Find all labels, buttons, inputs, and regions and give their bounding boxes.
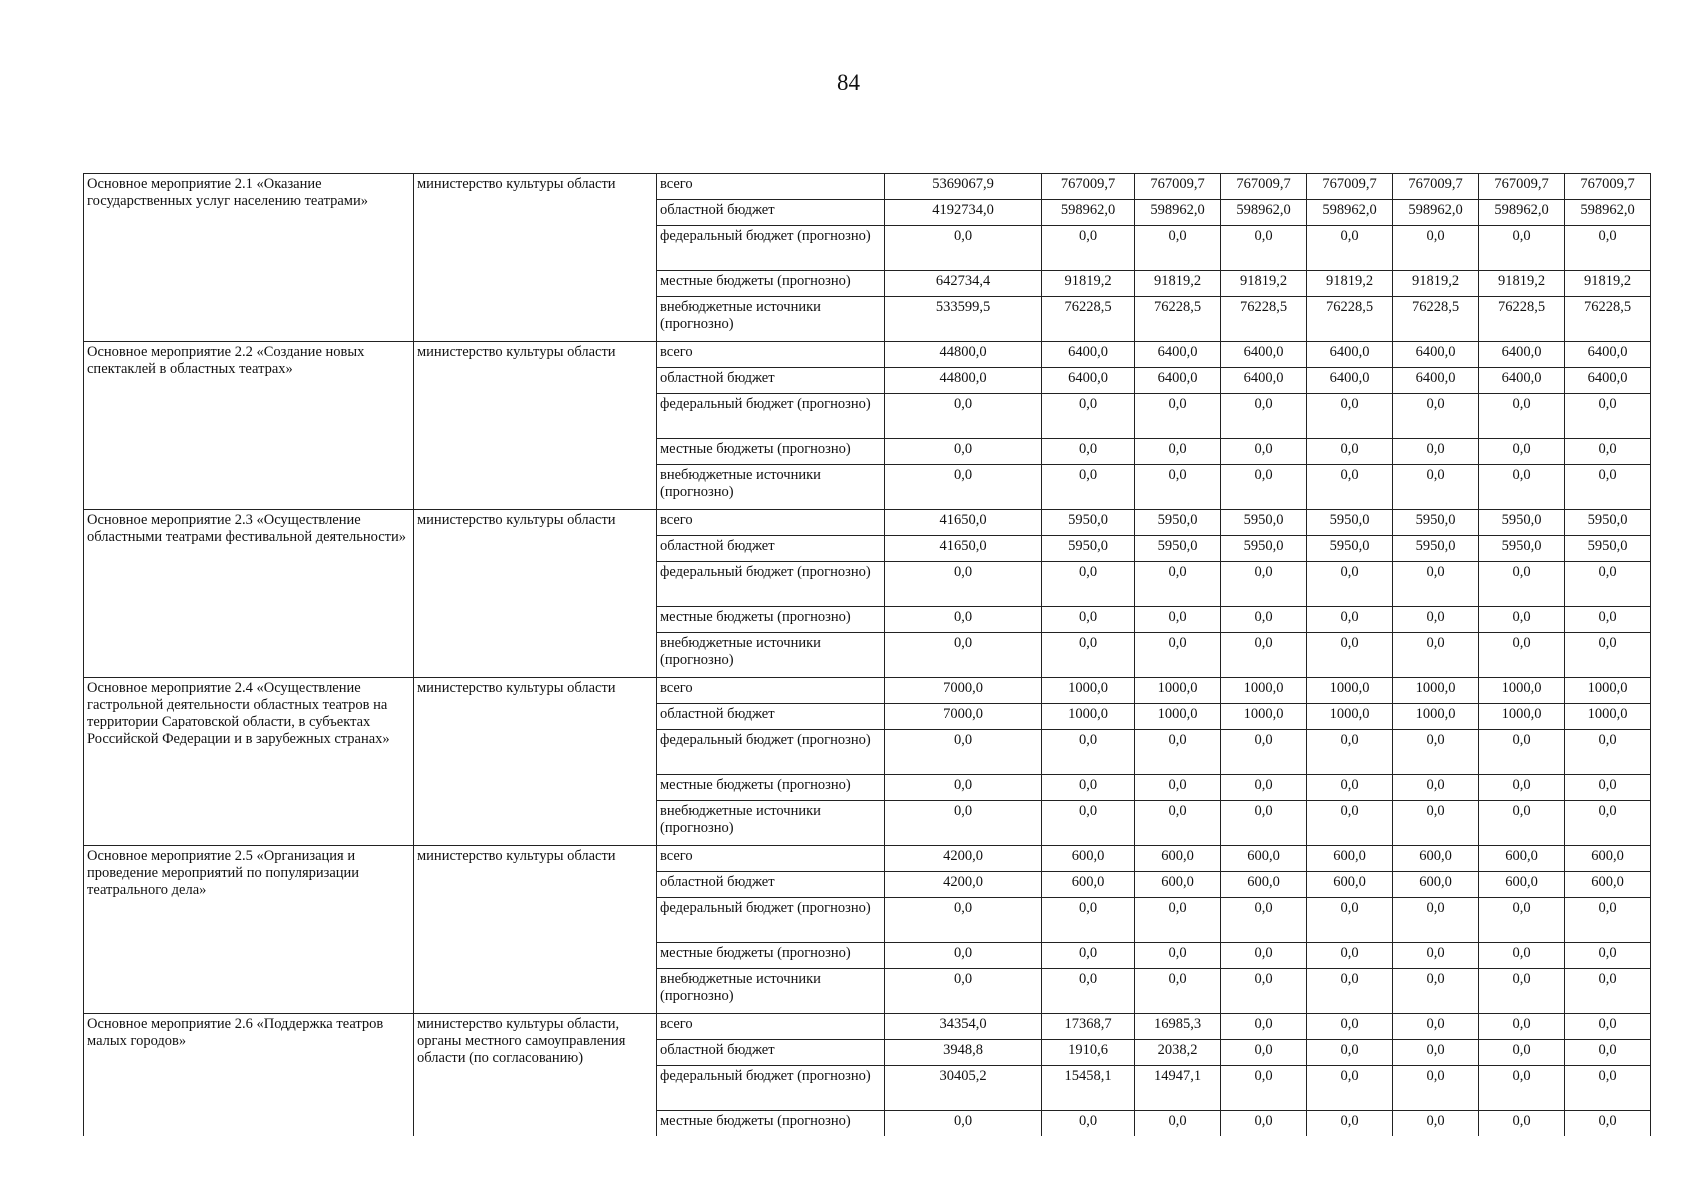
year-amount-cell: 6400,0 bbox=[1479, 342, 1565, 368]
year-amount-cell: 5950,0 bbox=[1042, 510, 1135, 536]
year-amount-cell: 767009,7 bbox=[1393, 174, 1479, 200]
year-amount-cell: 600,0 bbox=[1393, 846, 1479, 872]
year-amount-cell: 1000,0 bbox=[1565, 678, 1651, 704]
year-amount-cell: 0,0 bbox=[1393, 943, 1479, 969]
year-amount-cell: 0,0 bbox=[1042, 465, 1135, 510]
year-amount-cell: 76228,5 bbox=[1135, 297, 1221, 342]
year-amount-cell: 0,0 bbox=[1479, 439, 1565, 465]
year-amount-cell: 600,0 bbox=[1042, 846, 1135, 872]
year-amount-cell: 0,0 bbox=[1479, 226, 1565, 271]
year-amount-cell: 767009,7 bbox=[1565, 174, 1651, 200]
year-amount-cell: 767009,7 bbox=[1479, 174, 1565, 200]
year-amount-cell: 0,0 bbox=[1565, 633, 1651, 678]
total-amount-cell: 0,0 bbox=[885, 562, 1042, 607]
year-amount-cell: 0,0 bbox=[1042, 394, 1135, 439]
year-amount-cell: 0,0 bbox=[1479, 898, 1565, 943]
year-amount-cell: 5950,0 bbox=[1307, 510, 1393, 536]
table-row bbox=[84, 510, 1651, 536]
year-amount-cell: 0,0 bbox=[1393, 775, 1479, 801]
year-amount-cell: 0,0 bbox=[1042, 1111, 1135, 1137]
year-amount-cell: 767009,7 bbox=[1135, 174, 1221, 200]
year-amount-cell: 76228,5 bbox=[1565, 297, 1651, 342]
total-amount-cell: 0,0 bbox=[885, 394, 1042, 439]
year-amount-cell: 0,0 bbox=[1393, 439, 1479, 465]
total-amount-cell: 0,0 bbox=[885, 801, 1042, 846]
year-amount-cell: 6400,0 bbox=[1042, 342, 1135, 368]
total-amount-cell: 0,0 bbox=[885, 439, 1042, 465]
total-amount-cell: 4200,0 bbox=[885, 846, 1042, 872]
funding-source-cell: всего bbox=[657, 510, 885, 536]
year-amount-cell: 0,0 bbox=[1307, 943, 1393, 969]
year-amount-cell: 1000,0 bbox=[1221, 678, 1307, 704]
year-amount-cell: 0,0 bbox=[1221, 465, 1307, 510]
year-amount-cell: 0,0 bbox=[1042, 898, 1135, 943]
year-amount-cell: 0,0 bbox=[1221, 1111, 1307, 1137]
year-amount-cell: 0,0 bbox=[1393, 1014, 1479, 1040]
year-amount-cell: 598962,0 bbox=[1042, 200, 1135, 226]
year-amount-cell: 598962,0 bbox=[1135, 200, 1221, 226]
year-amount-cell: 0,0 bbox=[1221, 633, 1307, 678]
year-amount-cell: 1000,0 bbox=[1042, 678, 1135, 704]
executor-cell: министерство культуры области bbox=[414, 846, 657, 1014]
year-amount-cell: 6400,0 bbox=[1393, 368, 1479, 394]
year-amount-cell: 5950,0 bbox=[1221, 510, 1307, 536]
total-amount-cell: 642734,4 bbox=[885, 271, 1042, 297]
funding-source-cell: областной бюджет bbox=[657, 368, 885, 394]
year-amount-cell: 0,0 bbox=[1221, 226, 1307, 271]
year-amount-cell: 0,0 bbox=[1221, 801, 1307, 846]
funding-source-cell: федеральный бюджет (прогнозно) bbox=[657, 730, 885, 775]
year-amount-cell: 0,0 bbox=[1307, 1066, 1393, 1111]
funding-source-cell: внебюджетные источники (прогнозно) bbox=[657, 801, 885, 846]
activity-name-cell: Основное мероприятие 2.2 «Создание новых спектаклей в областных театрах» bbox=[84, 342, 414, 510]
total-amount-cell: 533599,5 bbox=[885, 297, 1042, 342]
year-amount-cell: 600,0 bbox=[1307, 872, 1393, 898]
funding-source-cell: всего bbox=[657, 342, 885, 368]
total-amount-cell: 0,0 bbox=[885, 607, 1042, 633]
year-amount-cell: 0,0 bbox=[1393, 226, 1479, 271]
budget-table bbox=[83, 173, 1651, 1136]
year-amount-cell: 6400,0 bbox=[1221, 342, 1307, 368]
total-amount-cell: 3948,8 bbox=[885, 1040, 1042, 1066]
year-amount-cell: 767009,7 bbox=[1042, 174, 1135, 200]
total-amount-cell: 0,0 bbox=[885, 898, 1042, 943]
year-amount-cell: 1910,6 bbox=[1042, 1040, 1135, 1066]
year-amount-cell: 0,0 bbox=[1565, 898, 1651, 943]
year-amount-cell: 0,0 bbox=[1565, 775, 1651, 801]
total-amount-cell: 0,0 bbox=[885, 969, 1042, 1014]
year-amount-cell: 5950,0 bbox=[1393, 536, 1479, 562]
year-amount-cell: 0,0 bbox=[1479, 465, 1565, 510]
total-amount-cell: 7000,0 bbox=[885, 678, 1042, 704]
year-amount-cell: 598962,0 bbox=[1479, 200, 1565, 226]
year-amount-cell: 0,0 bbox=[1042, 969, 1135, 1014]
year-amount-cell: 0,0 bbox=[1393, 1111, 1479, 1137]
year-amount-cell: 0,0 bbox=[1307, 607, 1393, 633]
total-amount-cell: 4200,0 bbox=[885, 872, 1042, 898]
year-amount-cell: 0,0 bbox=[1135, 226, 1221, 271]
year-amount-cell: 0,0 bbox=[1221, 439, 1307, 465]
year-amount-cell: 0,0 bbox=[1042, 943, 1135, 969]
year-amount-cell: 1000,0 bbox=[1135, 678, 1221, 704]
total-amount-cell: 0,0 bbox=[885, 465, 1042, 510]
year-amount-cell: 6400,0 bbox=[1565, 342, 1651, 368]
year-amount-cell: 0,0 bbox=[1307, 775, 1393, 801]
year-amount-cell: 6400,0 bbox=[1479, 368, 1565, 394]
year-amount-cell: 5950,0 bbox=[1565, 536, 1651, 562]
year-amount-cell: 600,0 bbox=[1135, 872, 1221, 898]
year-amount-cell: 91819,2 bbox=[1565, 271, 1651, 297]
funding-source-cell: федеральный бюджет (прогнозно) bbox=[657, 1066, 885, 1111]
year-amount-cell: 0,0 bbox=[1565, 439, 1651, 465]
year-amount-cell: 6400,0 bbox=[1393, 342, 1479, 368]
year-amount-cell: 0,0 bbox=[1307, 226, 1393, 271]
year-amount-cell: 0,0 bbox=[1565, 1014, 1651, 1040]
year-amount-cell: 600,0 bbox=[1221, 846, 1307, 872]
year-amount-cell: 1000,0 bbox=[1479, 704, 1565, 730]
table-row bbox=[84, 342, 1651, 368]
year-amount-cell: 0,0 bbox=[1135, 607, 1221, 633]
year-amount-cell: 6400,0 bbox=[1307, 342, 1393, 368]
year-amount-cell: 598962,0 bbox=[1307, 200, 1393, 226]
year-amount-cell: 0,0 bbox=[1565, 730, 1651, 775]
year-amount-cell: 1000,0 bbox=[1307, 678, 1393, 704]
total-amount-cell: 7000,0 bbox=[885, 704, 1042, 730]
funding-source-cell: местные бюджеты (прогнозно) bbox=[657, 775, 885, 801]
year-amount-cell: 0,0 bbox=[1393, 730, 1479, 775]
year-amount-cell: 6400,0 bbox=[1307, 368, 1393, 394]
funding-source-cell: внебюджетные источники (прогнозно) bbox=[657, 465, 885, 510]
activity-name-cell: Основное мероприятие 2.1 «Оказание государственных услуг населению театрами» bbox=[84, 174, 414, 342]
page-number: 84 bbox=[837, 70, 860, 95]
year-amount-cell: 0,0 bbox=[1135, 730, 1221, 775]
executor-cell: министерство культуры области bbox=[414, 510, 657, 678]
year-amount-cell: 0,0 bbox=[1479, 607, 1565, 633]
year-amount-cell: 0,0 bbox=[1479, 1111, 1565, 1137]
year-amount-cell: 0,0 bbox=[1307, 730, 1393, 775]
year-amount-cell: 91819,2 bbox=[1307, 271, 1393, 297]
year-amount-cell: 600,0 bbox=[1479, 872, 1565, 898]
year-amount-cell: 91819,2 bbox=[1393, 271, 1479, 297]
year-amount-cell: 0,0 bbox=[1307, 801, 1393, 846]
year-amount-cell: 0,0 bbox=[1135, 775, 1221, 801]
year-amount-cell: 0,0 bbox=[1042, 607, 1135, 633]
year-amount-cell: 1000,0 bbox=[1307, 704, 1393, 730]
year-amount-cell: 0,0 bbox=[1307, 562, 1393, 607]
year-amount-cell: 0,0 bbox=[1565, 1111, 1651, 1137]
year-amount-cell: 0,0 bbox=[1042, 775, 1135, 801]
year-amount-cell: 1000,0 bbox=[1565, 704, 1651, 730]
funding-source-cell: федеральный бюджет (прогнозно) bbox=[657, 394, 885, 439]
funding-source-cell: всего bbox=[657, 678, 885, 704]
year-amount-cell: 0,0 bbox=[1135, 394, 1221, 439]
year-amount-cell: 91819,2 bbox=[1221, 271, 1307, 297]
year-amount-cell: 0,0 bbox=[1479, 775, 1565, 801]
year-amount-cell: 1000,0 bbox=[1393, 678, 1479, 704]
year-amount-cell: 0,0 bbox=[1042, 633, 1135, 678]
year-amount-cell: 5950,0 bbox=[1135, 536, 1221, 562]
year-amount-cell: 598962,0 bbox=[1221, 200, 1307, 226]
year-amount-cell: 0,0 bbox=[1565, 1040, 1651, 1066]
funding-source-cell: внебюджетные источники (прогнозно) bbox=[657, 633, 885, 678]
year-amount-cell: 15458,1 bbox=[1042, 1066, 1135, 1111]
funding-source-cell: федеральный бюджет (прогнозно) bbox=[657, 898, 885, 943]
funding-source-cell: всего bbox=[657, 846, 885, 872]
funding-source-cell: областной бюджет bbox=[657, 200, 885, 226]
year-amount-cell: 0,0 bbox=[1393, 898, 1479, 943]
funding-source-cell: областной бюджет bbox=[657, 704, 885, 730]
year-amount-cell: 600,0 bbox=[1042, 872, 1135, 898]
year-amount-cell: 0,0 bbox=[1393, 562, 1479, 607]
year-amount-cell: 0,0 bbox=[1565, 1066, 1651, 1111]
table-row bbox=[84, 174, 1651, 200]
year-amount-cell: 0,0 bbox=[1479, 394, 1565, 439]
total-amount-cell: 44800,0 bbox=[885, 368, 1042, 394]
year-amount-cell: 0,0 bbox=[1042, 730, 1135, 775]
year-amount-cell: 0,0 bbox=[1479, 1040, 1565, 1066]
year-amount-cell: 0,0 bbox=[1307, 633, 1393, 678]
total-amount-cell: 44800,0 bbox=[885, 342, 1042, 368]
funding-source-cell: местные бюджеты (прогнозно) bbox=[657, 607, 885, 633]
funding-source-cell: областной бюджет bbox=[657, 536, 885, 562]
funding-source-cell: областной бюджет bbox=[657, 1040, 885, 1066]
total-amount-cell: 41650,0 bbox=[885, 536, 1042, 562]
year-amount-cell: 6400,0 bbox=[1042, 368, 1135, 394]
year-amount-cell: 17368,7 bbox=[1042, 1014, 1135, 1040]
year-amount-cell: 5950,0 bbox=[1479, 510, 1565, 536]
year-amount-cell: 0,0 bbox=[1135, 1111, 1221, 1137]
year-amount-cell: 598962,0 bbox=[1393, 200, 1479, 226]
year-amount-cell: 767009,7 bbox=[1221, 174, 1307, 200]
year-amount-cell: 5950,0 bbox=[1565, 510, 1651, 536]
year-amount-cell: 5950,0 bbox=[1221, 536, 1307, 562]
year-amount-cell: 1000,0 bbox=[1479, 678, 1565, 704]
year-amount-cell: 598962,0 bbox=[1565, 200, 1651, 226]
year-amount-cell: 6400,0 bbox=[1135, 368, 1221, 394]
total-amount-cell: 0,0 bbox=[885, 633, 1042, 678]
year-amount-cell: 0,0 bbox=[1565, 607, 1651, 633]
funding-source-cell: внебюджетные источники (прогнозно) bbox=[657, 969, 885, 1014]
total-amount-cell: 41650,0 bbox=[885, 510, 1042, 536]
activity-name-cell: Основное мероприятие 2.5 «Организация и проведение мероприятий по популяризации театрального дела» bbox=[84, 846, 414, 1014]
year-amount-cell: 0,0 bbox=[1393, 1040, 1479, 1066]
year-amount-cell: 0,0 bbox=[1479, 730, 1565, 775]
year-amount-cell: 0,0 bbox=[1393, 969, 1479, 1014]
year-amount-cell: 0,0 bbox=[1565, 394, 1651, 439]
year-amount-cell: 5950,0 bbox=[1479, 536, 1565, 562]
year-amount-cell: 600,0 bbox=[1479, 846, 1565, 872]
year-amount-cell: 0,0 bbox=[1307, 1014, 1393, 1040]
year-amount-cell: 76228,5 bbox=[1221, 297, 1307, 342]
year-amount-cell: 0,0 bbox=[1221, 775, 1307, 801]
year-amount-cell: 0,0 bbox=[1307, 394, 1393, 439]
year-amount-cell: 0,0 bbox=[1135, 439, 1221, 465]
year-amount-cell: 0,0 bbox=[1393, 607, 1479, 633]
year-amount-cell: 76228,5 bbox=[1307, 297, 1393, 342]
activity-name-cell: Основное мероприятие 2.4 «Осуществление гастрольной деятельности областных театров на территории Саратовской области, в субъектах Российской Федерации и в зарубежных странах» bbox=[84, 678, 414, 846]
executor-cell: министерство культуры области, органы местного самоуправления области (по согласованию) bbox=[414, 1014, 657, 1137]
year-amount-cell: 6400,0 bbox=[1135, 342, 1221, 368]
year-amount-cell: 91819,2 bbox=[1042, 271, 1135, 297]
total-amount-cell: 5369067,9 bbox=[885, 174, 1042, 200]
year-amount-cell: 600,0 bbox=[1221, 872, 1307, 898]
year-amount-cell: 6400,0 bbox=[1565, 368, 1651, 394]
year-amount-cell: 0,0 bbox=[1393, 1066, 1479, 1111]
year-amount-cell: 0,0 bbox=[1479, 633, 1565, 678]
year-amount-cell: 0,0 bbox=[1221, 1014, 1307, 1040]
year-amount-cell: 600,0 bbox=[1565, 872, 1651, 898]
year-amount-cell: 0,0 bbox=[1221, 607, 1307, 633]
year-amount-cell: 0,0 bbox=[1565, 801, 1651, 846]
year-amount-cell: 0,0 bbox=[1221, 898, 1307, 943]
year-amount-cell: 91819,2 bbox=[1135, 271, 1221, 297]
year-amount-cell: 91819,2 bbox=[1479, 271, 1565, 297]
total-amount-cell: 0,0 bbox=[885, 943, 1042, 969]
year-amount-cell: 0,0 bbox=[1393, 465, 1479, 510]
year-amount-cell: 0,0 bbox=[1042, 226, 1135, 271]
funding-source-cell: федеральный бюджет (прогнозно) bbox=[657, 562, 885, 607]
year-amount-cell: 1000,0 bbox=[1135, 704, 1221, 730]
year-amount-cell: 0,0 bbox=[1479, 969, 1565, 1014]
table-row bbox=[84, 678, 1651, 704]
year-amount-cell: 5950,0 bbox=[1393, 510, 1479, 536]
funding-source-cell: местные бюджеты (прогнозно) bbox=[657, 439, 885, 465]
executor-cell: министерство культуры области bbox=[414, 342, 657, 510]
funding-source-cell: местные бюджеты (прогнозно) bbox=[657, 271, 885, 297]
table-row bbox=[84, 846, 1651, 872]
year-amount-cell: 0,0 bbox=[1135, 943, 1221, 969]
year-amount-cell: 5950,0 bbox=[1042, 536, 1135, 562]
executor-cell: министерство культуры области bbox=[414, 678, 657, 846]
year-amount-cell: 0,0 bbox=[1135, 562, 1221, 607]
year-amount-cell: 0,0 bbox=[1221, 394, 1307, 439]
year-amount-cell: 76228,5 bbox=[1479, 297, 1565, 342]
year-amount-cell: 0,0 bbox=[1042, 801, 1135, 846]
year-amount-cell: 0,0 bbox=[1393, 801, 1479, 846]
year-amount-cell: 0,0 bbox=[1307, 969, 1393, 1014]
year-amount-cell: 600,0 bbox=[1393, 872, 1479, 898]
funding-source-cell: всего bbox=[657, 1014, 885, 1040]
year-amount-cell: 0,0 bbox=[1565, 226, 1651, 271]
year-amount-cell: 5950,0 bbox=[1135, 510, 1221, 536]
year-amount-cell: 0,0 bbox=[1565, 465, 1651, 510]
year-amount-cell: 2038,2 bbox=[1135, 1040, 1221, 1066]
year-amount-cell: 16985,3 bbox=[1135, 1014, 1221, 1040]
year-amount-cell: 0,0 bbox=[1307, 1111, 1393, 1137]
year-amount-cell: 0,0 bbox=[1042, 439, 1135, 465]
year-amount-cell: 76228,5 bbox=[1042, 297, 1135, 342]
funding-source-cell: местные бюджеты (прогнозно) bbox=[657, 943, 885, 969]
year-amount-cell: 0,0 bbox=[1565, 562, 1651, 607]
year-amount-cell: 600,0 bbox=[1565, 846, 1651, 872]
year-amount-cell: 0,0 bbox=[1479, 1014, 1565, 1040]
year-amount-cell: 1000,0 bbox=[1042, 704, 1135, 730]
year-amount-cell: 0,0 bbox=[1479, 1066, 1565, 1111]
funding-source-cell: всего bbox=[657, 174, 885, 200]
funding-source-cell: федеральный бюджет (прогнозно) bbox=[657, 226, 885, 271]
funding-source-cell: областной бюджет bbox=[657, 872, 885, 898]
year-amount-cell: 0,0 bbox=[1042, 562, 1135, 607]
year-amount-cell: 0,0 bbox=[1565, 969, 1651, 1014]
funding-source-cell: местные бюджеты (прогнозно) bbox=[657, 1111, 885, 1137]
year-amount-cell: 0,0 bbox=[1307, 465, 1393, 510]
total-amount-cell: 34354,0 bbox=[885, 1014, 1042, 1040]
year-amount-cell: 0,0 bbox=[1307, 898, 1393, 943]
year-amount-cell: 0,0 bbox=[1307, 439, 1393, 465]
year-amount-cell: 0,0 bbox=[1221, 969, 1307, 1014]
total-amount-cell: 30405,2 bbox=[885, 1066, 1042, 1111]
total-amount-cell: 0,0 bbox=[885, 226, 1042, 271]
year-amount-cell: 0,0 bbox=[1221, 730, 1307, 775]
total-amount-cell: 0,0 bbox=[885, 1111, 1042, 1137]
year-amount-cell: 0,0 bbox=[1393, 394, 1479, 439]
year-amount-cell: 767009,7 bbox=[1307, 174, 1393, 200]
total-amount-cell: 4192734,0 bbox=[885, 200, 1042, 226]
year-amount-cell: 0,0 bbox=[1135, 633, 1221, 678]
funding-source-cell: внебюджетные источники (прогнозно) bbox=[657, 297, 885, 342]
year-amount-cell: 0,0 bbox=[1221, 943, 1307, 969]
year-amount-cell: 0,0 bbox=[1135, 465, 1221, 510]
year-amount-cell: 0,0 bbox=[1135, 969, 1221, 1014]
year-amount-cell: 1000,0 bbox=[1393, 704, 1479, 730]
year-amount-cell: 0,0 bbox=[1479, 801, 1565, 846]
year-amount-cell: 0,0 bbox=[1479, 562, 1565, 607]
year-amount-cell: 5950,0 bbox=[1307, 536, 1393, 562]
year-amount-cell: 0,0 bbox=[1221, 562, 1307, 607]
year-amount-cell: 0,0 bbox=[1221, 1066, 1307, 1111]
year-amount-cell: 0,0 bbox=[1307, 1040, 1393, 1066]
year-amount-cell: 1000,0 bbox=[1221, 704, 1307, 730]
year-amount-cell: 600,0 bbox=[1307, 846, 1393, 872]
year-amount-cell: 0,0 bbox=[1221, 1040, 1307, 1066]
activity-name-cell: Основное мероприятие 2.6 «Поддержка театров малых городов» bbox=[84, 1014, 414, 1137]
year-amount-cell: 0,0 bbox=[1479, 943, 1565, 969]
year-amount-cell: 0,0 bbox=[1565, 943, 1651, 969]
total-amount-cell: 0,0 bbox=[885, 730, 1042, 775]
year-amount-cell: 0,0 bbox=[1135, 801, 1221, 846]
year-amount-cell: 0,0 bbox=[1393, 633, 1479, 678]
year-amount-cell: 14947,1 bbox=[1135, 1066, 1221, 1111]
year-amount-cell: 76228,5 bbox=[1393, 297, 1479, 342]
year-amount-cell: 600,0 bbox=[1135, 846, 1221, 872]
executor-cell: министерство культуры области bbox=[414, 174, 657, 342]
total-amount-cell: 0,0 bbox=[885, 775, 1042, 801]
table-row bbox=[84, 1014, 1651, 1040]
year-amount-cell: 0,0 bbox=[1135, 898, 1221, 943]
activity-name-cell: Основное мероприятие 2.3 «Осуществление областными театрами фестивальной деятельности» bbox=[84, 510, 414, 678]
year-amount-cell: 6400,0 bbox=[1221, 368, 1307, 394]
